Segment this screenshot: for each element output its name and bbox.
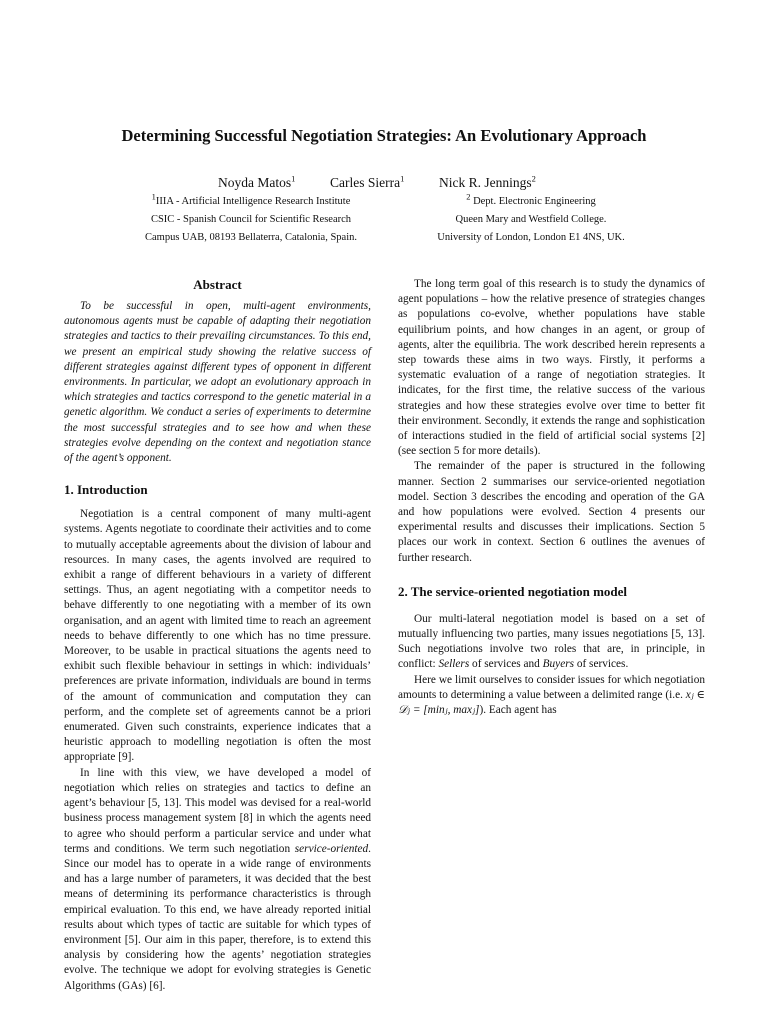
section-heading-negotiation-model: 2. The service-oriented negotiation model xyxy=(398,583,628,599)
abstract-heading: Abstract xyxy=(193,277,242,292)
affiliation-left: $^1$IIIA - Artificial Intelligence Research Institute CSIC - Spanish Council for Scientific Research Campus UAB, 08193 Bellaterra, Catalonia, Spain. xyxy=(144,191,357,243)
section-heading-introduction: 1. Introduction xyxy=(64,482,148,498)
paper-title: Determining Successful Negotiation Strategies: An Evolutionary Approach xyxy=(121,126,647,145)
range-formula: xⱼ ∈ 𝒟ⱼ = [minⱼ, maxⱼ] xyxy=(398,688,706,717)
right-column xyxy=(398,277,705,718)
author-1: Noyda Matos$^1$ xyxy=(218,173,296,190)
intro-paragraph-3: The long term goal of this research is to study the dynamics of agent populations – how the relative presence of strategies changes as populations co-evolve, whether populations have stable equilibrium points, and how changes in an agent, or group of agents, alter the equilibria. The work described herein represents a step towards these aims in two ways. Firstly, it performs a systematic evaluation of a range of negotiation strategies. It indicates, for the first time, the relative success of the various strategies and how these strategies evolve over time to better fit their environment. Secondly, it extends the range and sophistication of interactions studied in the field of artificial social systems [2] (see section 5 for more details). xyxy=(398,278,705,458)
author-2: Carles Sierra$^1$ xyxy=(330,173,405,190)
section2-paragraph-2: Here we limit ourselves to consider issues for which negotiation amounts to determining a value between a delimited range (i.e. xⱼ ∈ 𝒟ⱼ = [minⱼ, maxⱼ]). Each agent has xyxy=(398,673,706,717)
section2-paragraph-1: Our multi-lateral negotiation model is based on a set of mutually influencing two parties, many issues negotiations [5, 13]. Such negotiations involve two roles that are, in principle, in conflict: Sellers of services and Buyers of services. xyxy=(398,612,705,671)
author-3: Nick R. Jennings$^2$ xyxy=(439,173,536,190)
intro-paragraph-1: Negotiation is a central component of many multi-agent systems. Agents negotiate to coordinate their activities and to come to mutually acceptable agreements about the division of labour and resources. In many cases, the agents involved are required to exhibit a range of different behaviours in a variety of different settings. Thus, an agent negotiating with a competitor needs to behave differently to one negotiating with a member of its own organisation, and an agent with limited time to reach an agreement needs to behave differently to one which has no time pressure. Moreover, to be usable in practical situations the agents need to exhibit such flexible behaviour in settings in which: individuals’ preferences are private information, individuals are bound in terms of the amount of communication and computation they can perform, and the complete set of agreements cannot be a priori enumerated. Given such constraints, experience indicates that a heuristic approach to modelling negotiation is often the most appropriate [9]. xyxy=(64,508,371,764)
author-list xyxy=(0,174,768,192)
abstract-text: To be successful in open, multi-agent environments, autonomous agents must be capable of adapting their negotiation strategies and tactics to their prevailing circumstances. To this end, we present an empirical study showing the relative success of different strategies against different types of opponent in different environments. In particular, we adopt an evolutionary approach in which strategies and tactics correspond to the genetic material in a genetic algorithm. We conduct a series of experiments to determine the most successful strategies and to see how and when these strategies evolve depending on the context and negotiation stance of the agent’s opponent. xyxy=(64,300,371,465)
intro-paragraph-4: The remainder of the paper is structured in the following manner. Section 2 summarises our service-oriented negotiation model. Section 3 describes the encoding and operation of the GA and how populations were evolved. Section 4 presents our experimental results and discusses their implications. Section 5 places our work in context. Section 6 outlines the avenues of further research. xyxy=(398,460,705,564)
left-column xyxy=(64,277,371,994)
intro-paragraph-2: In line with this view, we have developed a model of negotiation which relies on strategies and tactics to define an agent’s behaviour [5, 13]. This model was devised for a real-world business process management system [8] in which the agents need to agree who should perform a particular service and under what terms and conditions. We term such negotiation service-oriented. Since our model has to operate in a wide range of environments and has a large number of parameters, it was decided that the best means of determining its performance characteristics is through empirical evaluation. To this end, we have already reported initial results about which types of tactic are suitable for which types of environment [5]. Our aim in this paper, therefore, is to extend this analysis by considering how the agents’ negotiation strategies evolve. The technique we adopt for evolving strategies is Genetic Algorithms (GAs) [6]. xyxy=(64,766,371,992)
affiliation-right: $^2$ Dept. Electronic Engineering Queen Mary and Westfield College. University of London, London E1 4NS, UK. xyxy=(437,191,625,243)
abstract xyxy=(64,277,371,466)
